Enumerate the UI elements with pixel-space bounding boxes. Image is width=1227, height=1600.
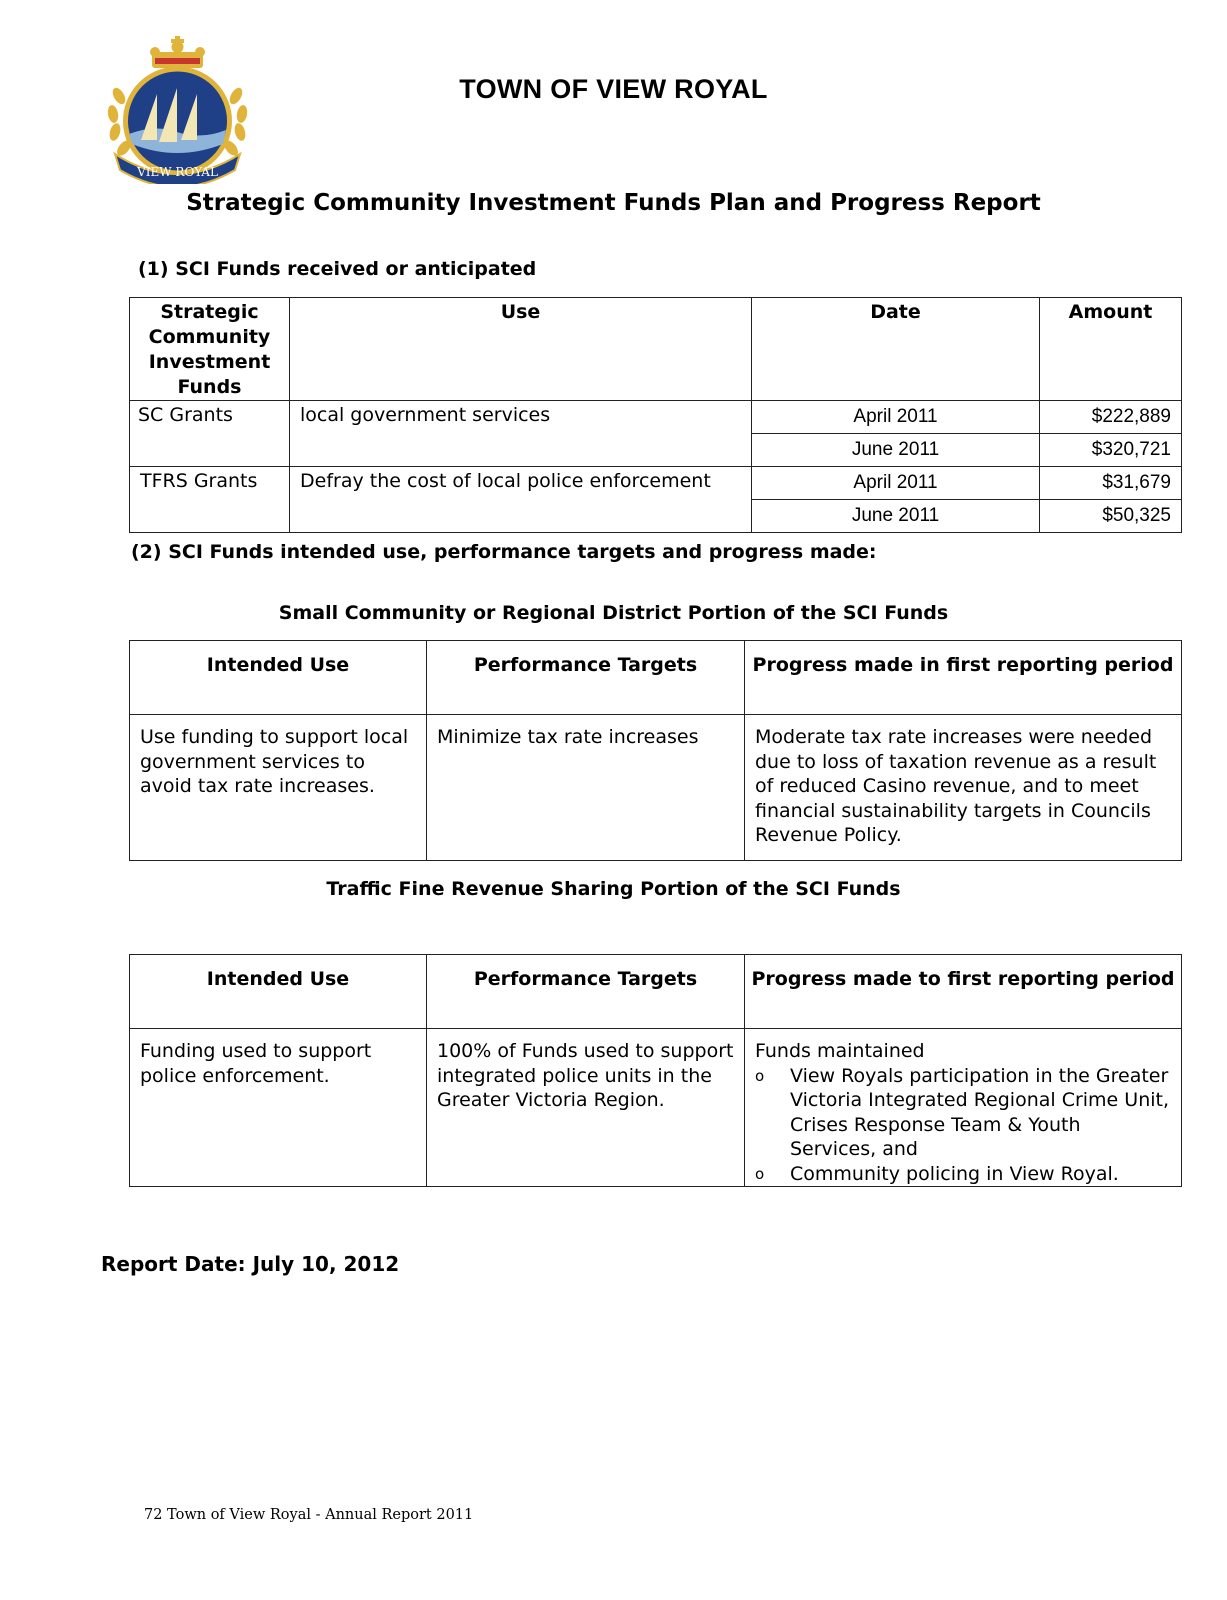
traffic-fine-heading: Traffic Fine Revenue Sharing Portion of the SCI Funds bbox=[326, 878, 901, 900]
column-header-date: Date bbox=[752, 298, 1040, 401]
bullet-icon: o bbox=[755, 1164, 765, 1183]
table-row bbox=[130, 401, 1182, 434]
column-header-performance-targets: Performance Targets bbox=[427, 955, 745, 1029]
bullet-icon: o bbox=[755, 1066, 765, 1085]
fund-amount: $50,325 bbox=[1040, 500, 1182, 533]
table-row bbox=[130, 1029, 1182, 1187]
list-item-text: Community policing in View Royal. bbox=[790, 1162, 1119, 1185]
report-title: Strategic Community Investment Funds Plan and Progress Report bbox=[186, 190, 1041, 216]
intended-use-cell: Funding used to support police enforcement. bbox=[130, 1029, 427, 1187]
list-item bbox=[755, 1064, 1171, 1162]
column-header-progress: Progress made to first reporting period bbox=[745, 955, 1182, 1029]
progress-cell bbox=[745, 1029, 1182, 1187]
progress-cell: Moderate tax rate increases were needed due to loss of taxation revenue as a result of reduced Casino revenue, and to meet financial sustainability targets in Councils Revenue Policy. bbox=[745, 715, 1182, 861]
performance-targets-cell: 100% of Funds used to support integrated police units in the Greater Victoria Region. bbox=[427, 1029, 745, 1187]
section-2-heading: (2) SCI Funds intended use, performance targets and progress made: bbox=[131, 541, 877, 563]
fund-date: April 2011 bbox=[752, 401, 1040, 434]
fund-name: TFRS Grants bbox=[130, 467, 290, 533]
sci-funds-table bbox=[129, 297, 1182, 533]
progress-intro: Funds maintained bbox=[755, 1040, 925, 1062]
fund-amount: $222,889 bbox=[1040, 401, 1182, 434]
column-header-fund: Strategic Community Investment Funds bbox=[130, 298, 290, 401]
column-header-progress: Progress made in first reporting period bbox=[745, 641, 1182, 715]
fund-amount: $31,679 bbox=[1040, 467, 1182, 500]
report-date: Report Date: July 10, 2012 bbox=[101, 1252, 400, 1276]
town-title: TOWN OF VIEW ROYAL bbox=[459, 74, 768, 104]
column-header-performance-targets: Performance Targets bbox=[427, 641, 745, 715]
table-header-row bbox=[130, 641, 1182, 715]
fund-name: SC Grants bbox=[130, 401, 290, 467]
traffic-fine-table bbox=[129, 954, 1182, 1187]
column-header-use: Use bbox=[290, 298, 752, 401]
town-crest-logo bbox=[105, 36, 250, 184]
small-community-heading: Small Community or Regional District Portion of the SCI Funds bbox=[278, 602, 949, 624]
page-footer: 72 Town of View Royal - Annual Report 2011 bbox=[144, 1507, 474, 1523]
fund-use: local government services bbox=[290, 401, 752, 467]
column-header-amount: Amount bbox=[1040, 298, 1182, 401]
crest-banner-text: VIEW ROYAL bbox=[137, 165, 218, 179]
fund-date: April 2011 bbox=[752, 467, 1040, 500]
intended-use-cell: Use funding to support local government services to avoid tax rate increases. bbox=[130, 715, 427, 861]
list-item bbox=[755, 1162, 1171, 1187]
fund-date: June 2011 bbox=[752, 500, 1040, 533]
table-row bbox=[130, 467, 1182, 500]
small-community-table bbox=[129, 640, 1182, 861]
column-header-intended-use: Intended Use bbox=[130, 641, 427, 715]
progress-list bbox=[755, 1064, 1171, 1187]
fund-date: June 2011 bbox=[752, 434, 1040, 467]
crown-icon bbox=[150, 36, 205, 68]
performance-targets-cell: Minimize tax rate increases bbox=[427, 715, 745, 861]
table-row bbox=[130, 715, 1182, 861]
fund-use: Defray the cost of local police enforcement bbox=[290, 467, 752, 533]
table-header-row bbox=[130, 298, 1182, 401]
list-item-text: View Royals participation in the Greater Victoria Integrated Regional Crime Unit, Crises Response Team & Youth Services, and bbox=[790, 1064, 1170, 1160]
fund-amount: $320,721 bbox=[1040, 434, 1182, 467]
column-header-intended-use: Intended Use bbox=[130, 955, 427, 1029]
section-1-heading: (1) SCI Funds received or anticipated bbox=[138, 258, 537, 280]
table-header-row bbox=[130, 955, 1182, 1029]
